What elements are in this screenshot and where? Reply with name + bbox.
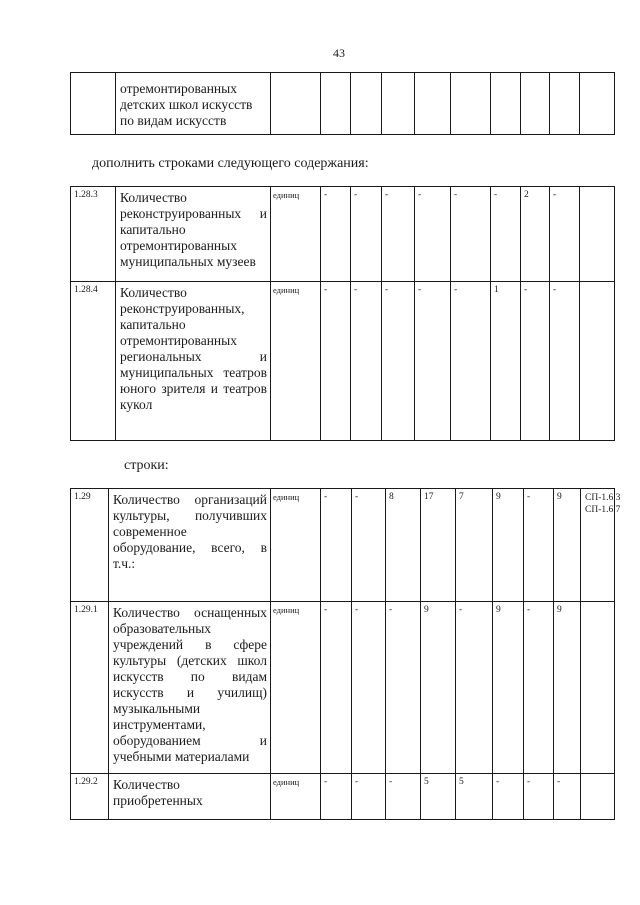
row-value: 5 [421,774,456,820]
row-value: 9 [493,489,524,602]
row-unit: единиц [271,489,321,602]
row-value: 9 [554,602,581,774]
cell-number [71,73,116,135]
row-value: - [451,187,491,282]
row-value: - [554,774,581,820]
row-number: 1.29.2 [71,774,109,820]
cell-name: отремонтированных детских школ искусств по видам искусств [116,73,271,135]
row-value: 17 [421,489,456,602]
row-value: - [382,187,415,282]
row-value: - [491,187,521,282]
row-value: - [451,282,491,441]
row-value: - [550,187,580,282]
row-name: Количество оснащенных образовательных учреждений в сфере культуры (детских школ искусств по видам искусств и училищ) музыкальными инструментами, оборудованием и учебными материалами [109,602,271,774]
instruction-rows: строки: [124,458,169,473]
row-name: Количество приобретенных [109,774,271,820]
row-value: - [351,187,382,282]
row-unit: единиц [271,774,321,820]
added-rows-table [70,186,615,441]
row-unit: единиц [271,602,321,774]
row-value: - [415,187,451,282]
cell-value [550,73,580,135]
row-note [581,774,615,820]
cell-value [521,73,550,135]
row-value: - [351,282,382,441]
row-note [580,187,615,282]
row-value: - [524,774,554,820]
row-value: - [521,282,550,441]
row-name: Количество реконструированных и капитально отремонтированных муниципальных музеев [116,187,271,282]
page-number: 43 [333,46,345,60]
cell-unit [271,73,321,135]
instruction-add-rows: дополнить строками следующего содержания: [92,156,369,171]
row-value: - [382,282,415,441]
row-number: 1.29.1 [71,602,109,774]
row-value: - [493,774,524,820]
row-value: 9 [421,602,456,774]
row-value: - [524,489,554,602]
cell-value [491,73,521,135]
row-value: - [352,602,386,774]
row-value: - [352,489,386,602]
row-value: - [352,774,386,820]
cell-value [580,73,615,135]
row-value: 8 [386,489,421,602]
row-value: 9 [493,602,524,774]
row-value: - [456,602,493,774]
row-unit: единиц [271,187,321,282]
row-note [581,602,615,774]
row-value: - [386,774,421,820]
row-note: СП-1.6.3 СП-1.6.7 [581,489,615,602]
row-unit: единиц [271,282,321,441]
row-value: 1 [491,282,521,441]
cell-value [321,73,351,135]
row-value: - [321,774,352,820]
row-value: - [321,602,352,774]
cell-value [451,73,491,135]
row-value: - [321,282,351,441]
row-value: 2 [521,187,550,282]
row-value: - [321,187,351,282]
row-value: - [550,282,580,441]
continuation-table [70,72,615,135]
row-number: 1.28.3 [71,187,116,282]
row-name: Количество реконструированных, капитально отремонтированных региональных и муниципальных театров юного зрителя и театров кукол [116,282,271,441]
row-value: - [386,602,421,774]
row-value: 7 [456,489,493,602]
row-value: 5 [456,774,493,820]
row-value: - [524,602,554,774]
row-name: Количество организаций культуры, получивших современное оборудование, всего, в т.ч.: [109,489,271,602]
row-value: - [415,282,451,441]
rows-table [70,488,621,820]
row-number: 1.28.4 [71,282,116,441]
cell-value [382,73,415,135]
cell-value [415,73,451,135]
row-number: 1.29 [71,489,109,602]
row-value: 9 [554,489,581,602]
cell-value [351,73,382,135]
row-note [580,282,615,441]
row-value: - [321,489,352,602]
